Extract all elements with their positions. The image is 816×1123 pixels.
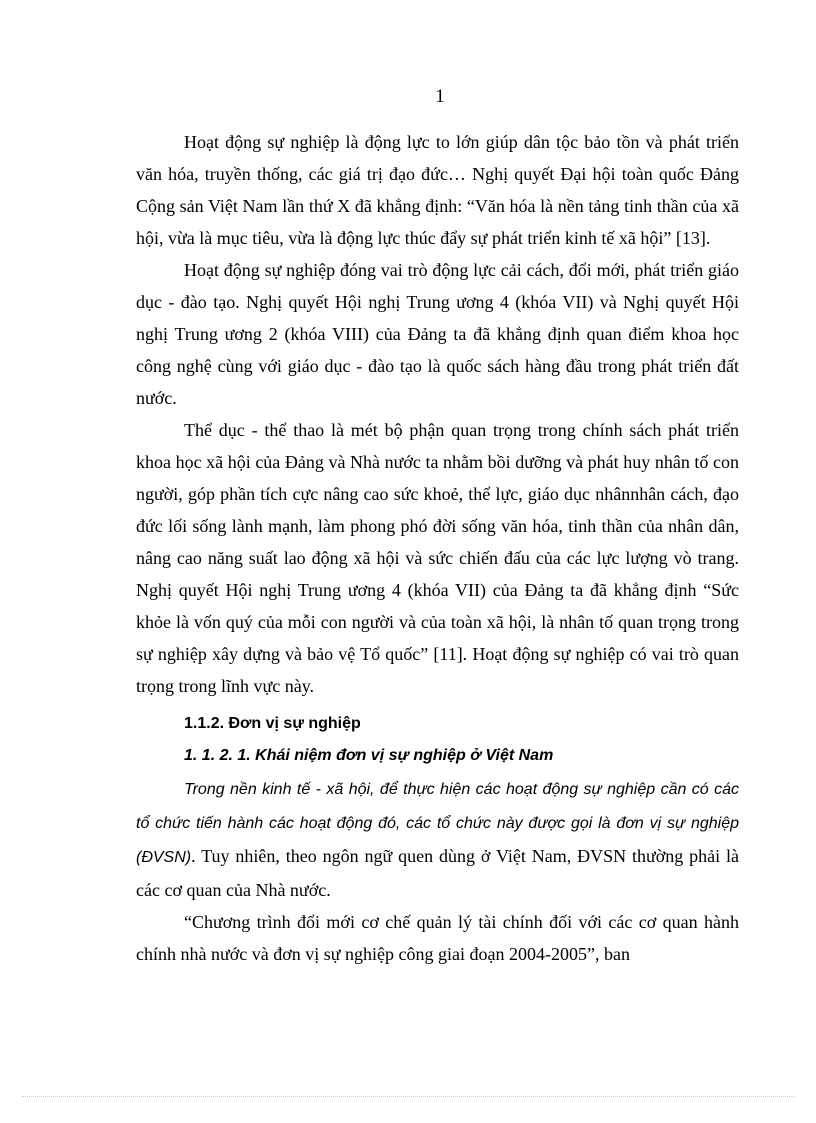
definition-italic-text: Trong nền kinh tế - xã hội, để thực hiện các hoạt động sự nghiệp cần có các tổ chức tiến hành các hoạt động đó, các tổ chức này được gọi là đơn vị sự nghiệp (ĐVSN) xyxy=(136,781,739,866)
paragraph-2: Hoạt động sự nghiệp đóng vai trò động lực cải cách, đổi mới, phát triển giáo dục - đào tạo. Nghị quyết Hội nghị Trung ương 4 (khóa VII) và Nghị quyết Hội nghị Trung ương 2 (khóa VIII) của Đảng ta đã khẳng định quan điểm khoa học công nghệ cùng với giáo dục - đào tạo là quốc sách hàng đầu trong phát triển đất nước. xyxy=(136,260,739,408)
paragraph-4 xyxy=(136,772,739,906)
page-content xyxy=(136,126,739,970)
section-heading: 1.1.2. Đơn vị sự nghiệp xyxy=(184,715,361,732)
page-bottom-divider xyxy=(22,1096,794,1097)
paragraph-3: Thể dục - thể thao là mét bộ phận quan trọng trong chính sách phát triển khoa học xã hội của Đảng và Nhà nước ta nhằm bồi dưỡng và phát huy nhân tố con người, góp phần tích cực nâng cao sức khoẻ, thể lực, giáo dục nhânnhân cách, đạo đức lối sống lành mạnh, làm phong phó đời sống văn hóa, tinh thần của nhân dân, nâng cao năng suất lao động xã hội và sức chiến đấu của các lực lượng vò trang. Nghị quyết Hội nghị Trung ương 4 (khóa VII) của Đảng ta đã khẳng định “Sức khỏe là vốn quý của mỗi con người và của toàn xã hội, là nhân tố quan trọng trong sự nghiệp xây dựng và bảo vệ Tổ quốc” [11]. Hoạt động sự nghiệp có vai trò quan trọng trong lĩnh vực này. xyxy=(136,420,739,696)
subsection-heading: 1. 1. 2. 1. Khái niệm đơn vị sự nghiệp ở Việt Nam xyxy=(184,747,554,764)
paragraph-5: “Chương trình đổi mới cơ chế quản lý tài chính đối với các cơ quan hành chính nhà nước và đơn vị sự nghiệp công giai đoạn 2004-2005”, ban xyxy=(136,912,739,964)
definition-rest-text: . Tuy nhiên, theo ngôn ngữ quen dùng ở Việt Nam, ĐVSN thường phải là các cơ quan của Nhà nước. xyxy=(136,846,739,900)
paragraph-1: Hoạt động sự nghiệp là động lực to lớn giúp dân tộc bảo tồn và phát triển văn hóa, truyền thống, các giá trị đạo đức… Nghị quyết Đại hội toàn quốc Đảng Cộng sản Việt Nam lần thứ X đã khẳng định: “Văn hóa là nền tảng tinh thần của xã hội, vừa là mục tiêu, vừa là động lực thúc đẩy sự phát triển kinh tế xã hội” [13]. xyxy=(136,132,739,248)
page-number: 1 xyxy=(435,86,445,107)
